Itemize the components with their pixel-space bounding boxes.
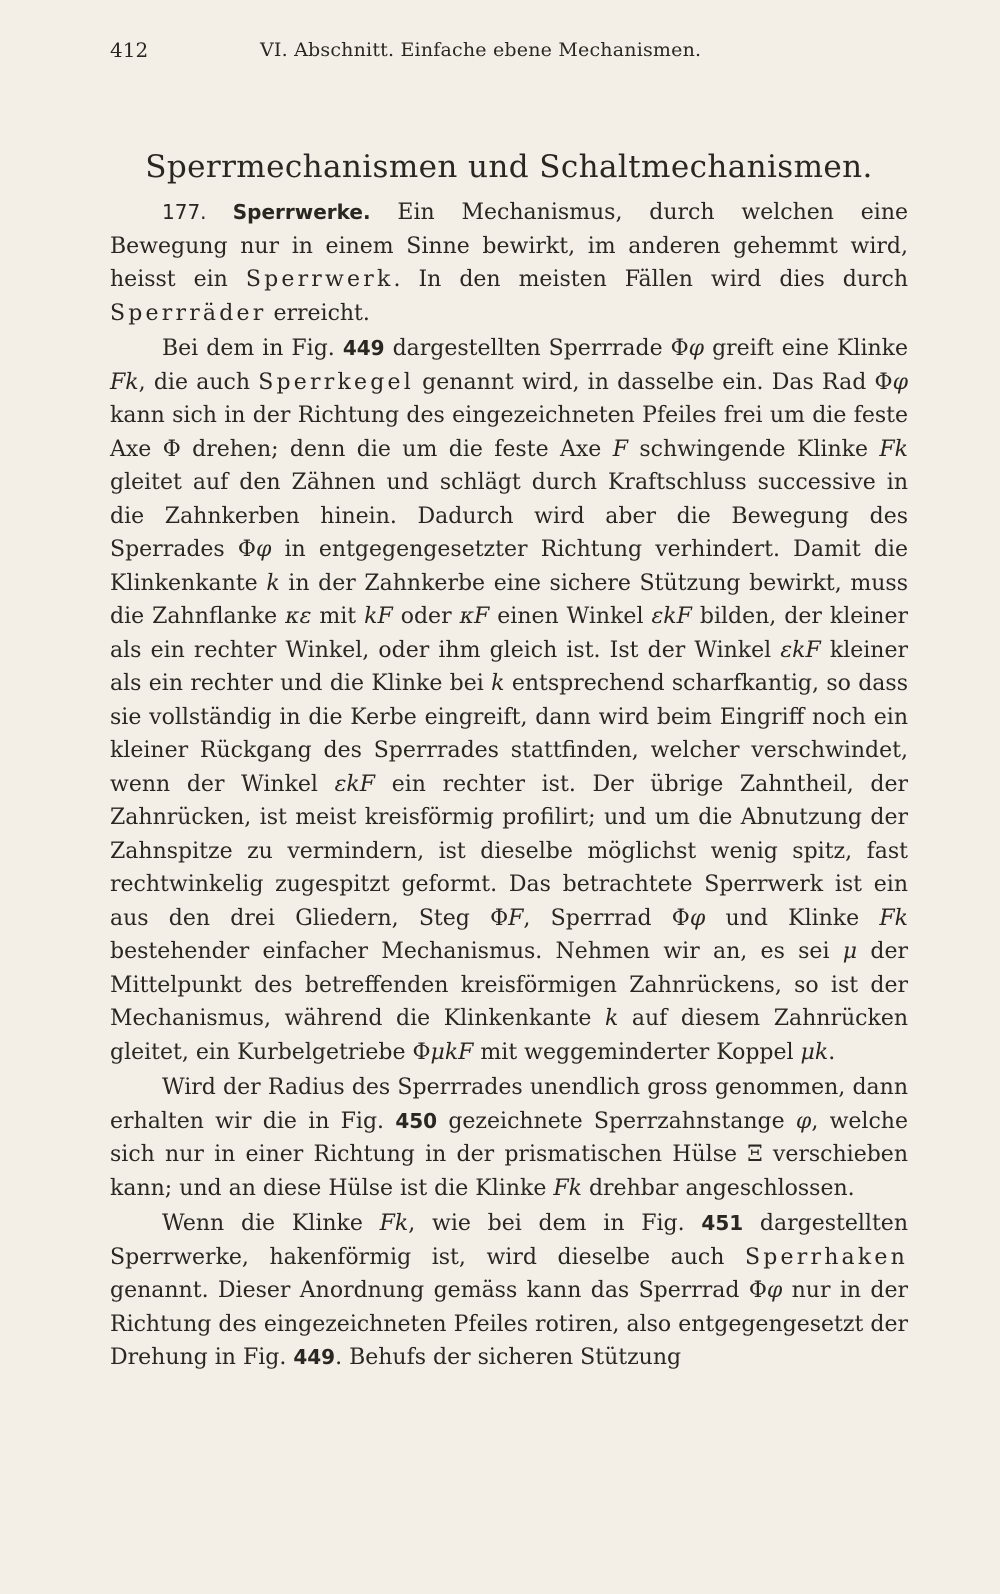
text-run: oder: [392, 604, 460, 629]
text-run: bilden, der kleiner als ein rechter Winkel, oder ihm gleich ist. Ist der Winkel: [110, 604, 908, 663]
text-run: F: [508, 905, 524, 931]
text-run: genannt. Dieser Anordnung gemäss kann das Sperrrad Φ: [110, 1278, 767, 1303]
text-run: 449: [342, 336, 385, 360]
text-run: μk: [800, 1039, 829, 1065]
text-run: Fk: [879, 905, 908, 931]
text-run: φ: [688, 336, 705, 361]
text-run: .: [828, 1039, 836, 1065]
text-run: κF: [459, 604, 490, 629]
text-run: εkF: [334, 771, 376, 797]
text-run: . Behufs der sicheren Stützung: [335, 1345, 682, 1370]
text-run: in entgegengesetzter Richtung verhindert. Damit die Klinkenkante: [110, 537, 908, 596]
text-run: μ: [842, 939, 858, 964]
text-run: . In den meisten Fällen wird dies durch: [393, 267, 908, 292]
text-run: einen Winkel: [489, 604, 652, 629]
text-run: kF: [364, 604, 393, 629]
text-run: kann sich in der Richtung des eingezeichneten Pfeiles frei um die feste Axe Φ drehen; denn die um die feste Axe: [110, 403, 908, 462]
text-run: Sperrwerk: [245, 267, 394, 292]
text-run: φ: [766, 1278, 783, 1303]
running-title: VI. Abschnitt. Einfache ebene Mechanismen.: [260, 39, 702, 61]
text-run: Wenn die Klinke: [162, 1211, 380, 1236]
text-run: gezeichnete Sperrzahnstange: [437, 1108, 796, 1134]
text-run: mit weggeminderter Koppel: [473, 1039, 801, 1065]
text-run: Fk: [553, 1175, 582, 1201]
text-run: 177.: [162, 200, 233, 224]
text-run: φ: [892, 369, 908, 395]
text-run: k: [491, 671, 505, 696]
text-run: Sperrräder: [110, 300, 267, 326]
text-run: bestehender einfacher Mechanismus. Nehmen wir an, es sei: [110, 939, 843, 964]
paragraph: [110, 196, 908, 330]
text-run: Sperrkegel: [258, 369, 414, 395]
paragraph: [110, 1071, 908, 1205]
body-text: [110, 196, 908, 1377]
text-run: Bei dem in Fig.: [162, 336, 343, 361]
text-run: φ: [689, 905, 706, 931]
text-run: Sperrwerke.: [232, 200, 371, 224]
text-run: κε: [285, 604, 312, 629]
text-run: , welche sich nur in einer Richtung in der prismatischen Hülse Ξ verschieben kann; und an diese Hülse ist die Klinke: [110, 1108, 908, 1201]
text-run: genannt wird, in dasselbe ein. Das Rad Φ: [413, 369, 893, 395]
text-run: gleitet auf den Zähnen und schlägt durch Kraftschluss successive in die Zahnkerben hinein. Dadurch wird aber die Bewegung des Sperrades Φ: [110, 470, 908, 562]
text-run: nur in der Richtung des eingezeichneten Pfeiles rotiren, also entgegengesetzt der Drehung in Fig.: [110, 1278, 908, 1370]
text-run: 451: [701, 1211, 744, 1235]
paragraph: [110, 332, 908, 1069]
text-run: μkF: [430, 1039, 474, 1065]
text-run: φ: [795, 1108, 812, 1134]
text-run: kleiner als ein rechter und die Klinke bei: [110, 637, 908, 696]
text-run: φ: [255, 537, 272, 562]
text-run: in der Zahnkerbe eine sichere Stützung bewirkt, muss die Zahnflanke: [110, 570, 909, 629]
text-run: mit: [311, 604, 365, 629]
text-run: , wie bei dem in Fig.: [408, 1211, 702, 1236]
text-run: und Klinke: [705, 905, 880, 931]
text-run: Ein Mechanismus, durch welchen eine Bewegung nur in einem Sinne bewirkt, im anderen gehemmt wird, heisst ein: [110, 200, 909, 292]
text-run: Fk: [379, 1211, 409, 1236]
text-run: εkF: [651, 604, 692, 629]
text-run: schwingende Klinke: [627, 436, 880, 462]
text-run: greift eine Klinke: [704, 336, 909, 361]
text-run: k: [604, 1006, 619, 1031]
text-run: entsprechend scharfkantig, so dass sie vollständig in die Kerbe eingreift, dann wird beim Eingriff noch ein kleiner Rückgang des Sperrrades stattfinden, welcher verschwindet, wenn der Winkel: [110, 671, 908, 797]
text-run: erreicht.: [266, 300, 370, 326]
text-run: auf diesem Zahnrücken gleitet, ein Kurbelgetriebe Φ: [110, 1006, 909, 1065]
section-title: Sperrmechanismen und Schaltmechanismen.: [145, 148, 873, 185]
text-run: Fk: [879, 436, 908, 462]
text-run: Fk: [110, 369, 139, 395]
text-run: 450: [395, 1108, 438, 1133]
text-run: k: [266, 570, 280, 596]
text-run: dargestellten Sperrrade Φ: [384, 336, 689, 361]
text-run: drehbar angeschlossen.: [581, 1175, 855, 1201]
text-run: dargestellten Sperrwerke, hakenförmig ist, wird dieselbe auch: [110, 1211, 908, 1270]
text-run: Wird der Radius des Sperrrades unendlich gross genommen, dann erhalten wir die in Fig.: [110, 1075, 908, 1134]
page-number: 412: [110, 38, 149, 62]
text-run: F: [612, 436, 628, 462]
text-run: der Mittelpunkt des betreffenden kreisförmigen Zahnrückens, so ist der Mechanismus, während die Klinkenkante: [110, 939, 908, 1031]
text-run: εkF: [780, 637, 821, 663]
text-run: , Sperrrad Φ: [523, 905, 690, 931]
paragraph: [110, 1207, 908, 1375]
text-run: , die auch: [138, 369, 259, 395]
text-run: Sperrhaken: [744, 1244, 908, 1270]
text-run: 449: [293, 1345, 336, 1369]
text-run: ein rechter ist. Der übrige Zahntheil, der Zahnrücken, ist meist kreisförmig profilirt; und um die Abnutzung der Zahnspitze zu vermindern, ist dieselbe möglichst wenig spitz, fast rechtwinkelig zugespitzt geformt. Das betrachtete Sperrwerk ist ein aus den drei Gliedern, Steg Φ: [110, 771, 908, 931]
running-head: [110, 34, 908, 66]
